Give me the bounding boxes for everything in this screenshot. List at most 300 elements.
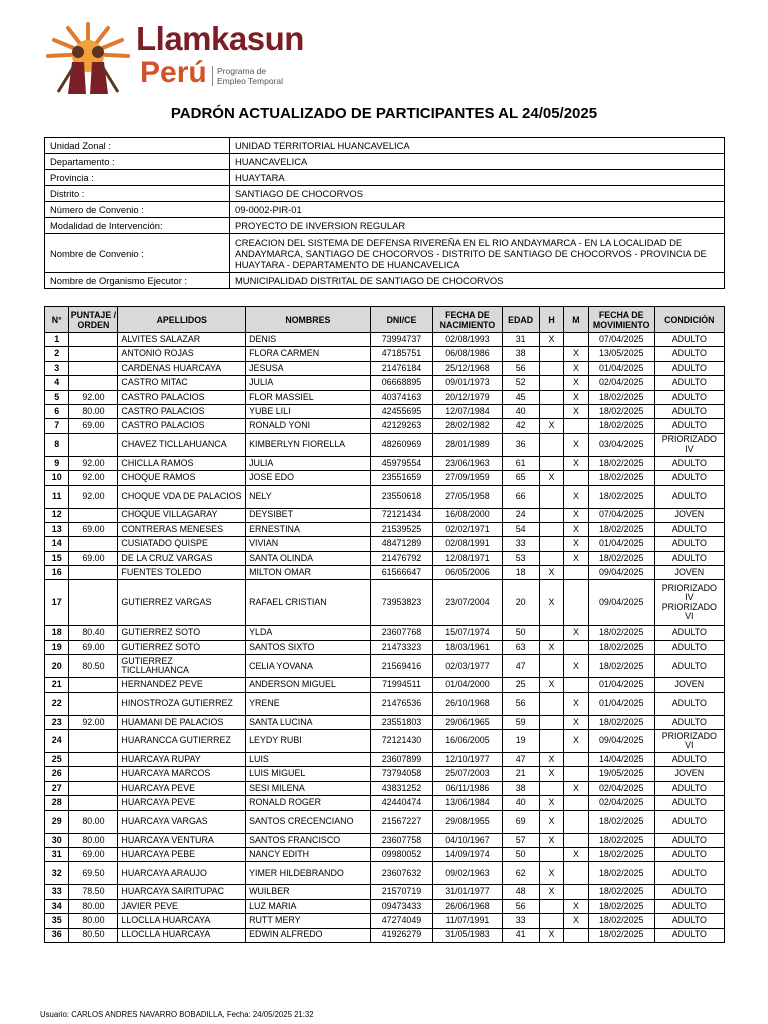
table-cell <box>539 551 563 565</box>
table-cell: 12 <box>45 508 69 522</box>
table-cell: 01/04/2025 <box>588 678 654 692</box>
table-row <box>45 522 725 536</box>
table-row <box>45 640 725 654</box>
table-cell: FLORA CARMEN <box>246 347 371 361</box>
table-cell: 80.00 <box>69 810 118 833</box>
table-cell <box>69 580 118 626</box>
table-cell <box>564 767 588 781</box>
table-cell: 63 <box>502 640 539 654</box>
table-cell: 29/08/1955 <box>433 810 502 833</box>
table-cell: 52 <box>502 376 539 390</box>
table-row <box>45 928 725 942</box>
table-cell: 34 <box>45 899 69 913</box>
table-cell: JAVIER PEVE <box>118 899 246 913</box>
table-cell: 47185751 <box>370 347 433 361</box>
table-cell <box>69 796 118 810</box>
table-cell: 65 <box>502 471 539 485</box>
info-value: HUANCAVELICA <box>230 154 725 170</box>
table-cell <box>539 390 563 404</box>
table-cell <box>564 928 588 942</box>
table-cell: ADULTO <box>654 361 724 375</box>
logo-subtitle: Programa de Empleo Temporal <box>212 66 297 86</box>
table-cell: X <box>539 796 563 810</box>
table-cell: ADULTO <box>654 626 724 640</box>
table-cell: 18/02/2025 <box>588 640 654 654</box>
table-cell: HUAMANI DE PALACIOS <box>118 715 246 729</box>
table-cell: JOVEN <box>654 508 724 522</box>
table-cell: 02/04/2025 <box>588 796 654 810</box>
table-cell: 80.00 <box>69 404 118 418</box>
table-row <box>45 914 725 928</box>
table-cell: X <box>539 885 563 899</box>
table-cell: X <box>564 522 588 536</box>
table-row <box>45 419 725 433</box>
table-cell: X <box>539 333 563 347</box>
info-row <box>45 154 725 170</box>
table-cell: X <box>539 862 563 885</box>
table-cell: 27 <box>45 781 69 795</box>
table-cell: 45 <box>502 390 539 404</box>
table-cell: WUILBER <box>246 885 371 899</box>
table-cell: 31/05/1983 <box>433 928 502 942</box>
table-cell: 66 <box>502 485 539 508</box>
info-label: Departamento : <box>45 154 230 170</box>
table-cell: 11 <box>45 485 69 508</box>
table-cell: 02/04/2025 <box>588 376 654 390</box>
table-cell <box>69 347 118 361</box>
table-cell <box>539 730 563 753</box>
table-cell <box>539 655 563 678</box>
table-cell: 42 <box>502 419 539 433</box>
table-cell: 19 <box>502 730 539 753</box>
table-cell: 57 <box>502 833 539 847</box>
table-cell: 17 <box>45 580 69 626</box>
column-header: NOMBRES <box>246 307 371 333</box>
column-header: M <box>564 307 588 333</box>
table-cell: 40 <box>502 404 539 418</box>
table-cell: X <box>564 914 588 928</box>
table-cell: 20 <box>502 580 539 626</box>
table-cell: ADULTO <box>654 715 724 729</box>
table-cell: GUTIERREZ TICLLAHUANCA <box>118 655 246 678</box>
table-cell <box>69 730 118 753</box>
table-cell: 69.00 <box>69 551 118 565</box>
table-cell: 73794058 <box>370 767 433 781</box>
table-cell: 26/10/1968 <box>433 692 502 715</box>
table-cell: 18/02/2025 <box>588 626 654 640</box>
table-cell: 21476792 <box>370 551 433 565</box>
table-cell: 69.00 <box>69 847 118 861</box>
table-cell: 13/05/2025 <box>588 347 654 361</box>
table-cell <box>539 508 563 522</box>
table-row <box>45 347 725 361</box>
table-cell: JULIA <box>246 456 371 470</box>
table-cell: HERNANDEZ PEVE <box>118 678 246 692</box>
table-row <box>45 767 725 781</box>
info-label: Número de Convenio : <box>45 202 230 218</box>
table-row <box>45 692 725 715</box>
table-row <box>45 404 725 418</box>
table-cell: 48 <box>502 885 539 899</box>
table-cell: X <box>564 781 588 795</box>
table-cell: 2 <box>45 347 69 361</box>
table-cell: 30 <box>45 833 69 847</box>
table-cell: 28/02/1982 <box>433 419 502 433</box>
table-cell <box>69 537 118 551</box>
table-cell: CELIA YOVANA <box>246 655 371 678</box>
table-cell: 23/06/1963 <box>433 456 502 470</box>
table-cell: 9 <box>45 456 69 470</box>
table-cell: X <box>564 899 588 913</box>
table-cell <box>564 753 588 767</box>
table-cell <box>539 847 563 861</box>
table-cell: HUARCAYA VENTURA <box>118 833 246 847</box>
table-cell: LEYDY RUBI <box>246 730 371 753</box>
table-cell: 36 <box>45 928 69 942</box>
table-cell: 06/08/1986 <box>433 347 502 361</box>
table-cell: 78.50 <box>69 885 118 899</box>
table-cell: ADULTO <box>654 692 724 715</box>
table-cell: HUARCAYA SAIRITUPAC <box>118 885 246 899</box>
table-cell: 29 <box>45 810 69 833</box>
table-cell: 3 <box>45 361 69 375</box>
table-cell: 7 <box>45 419 69 433</box>
table-cell: 09/04/2025 <box>588 730 654 753</box>
table-cell: 06/05/2006 <box>433 566 502 580</box>
table-cell: 01/04/2000 <box>433 678 502 692</box>
table-cell: ANTONIO ROJAS <box>118 347 246 361</box>
table-row <box>45 730 725 753</box>
table-cell: X <box>539 810 563 833</box>
sun-workers-icon <box>40 18 136 96</box>
table-cell: JOVEN <box>654 566 724 580</box>
table-cell: CHICLLA RAMOS <box>118 456 246 470</box>
table-cell: PRIORIZADO IV <box>654 433 724 456</box>
table-row <box>45 390 725 404</box>
table-cell: 27/09/1959 <box>433 471 502 485</box>
table-cell: 01/04/2025 <box>588 361 654 375</box>
table-cell: 92.00 <box>69 390 118 404</box>
table-cell: 80.40 <box>69 626 118 640</box>
info-value: PROYECTO DE INVERSION REGULAR <box>230 218 725 234</box>
table-cell <box>564 580 588 626</box>
participants-table <box>44 306 725 943</box>
table-cell <box>69 566 118 580</box>
table-cell: X <box>539 928 563 942</box>
table-cell: ADULTO <box>654 419 724 433</box>
table-cell: 18/02/2025 <box>588 551 654 565</box>
table-cell <box>539 347 563 361</box>
table-cell: HINOSTROZA GUTIERREZ <box>118 692 246 715</box>
table-cell: 33 <box>45 885 69 899</box>
table-cell: 16/08/2000 <box>433 508 502 522</box>
table-cell: 25/07/2003 <box>433 767 502 781</box>
table-cell: X <box>539 419 563 433</box>
table-cell: JOSE EDO <box>246 471 371 485</box>
column-header: EDAD <box>502 307 539 333</box>
table-cell: X <box>564 655 588 678</box>
table-cell: KIMBERLYN FIORELLA <box>246 433 371 456</box>
table-cell: SANTOS FRANCISCO <box>246 833 371 847</box>
table-cell: 59 <box>502 715 539 729</box>
table-cell: CHOQUE VILLAGARAY <box>118 508 246 522</box>
table-cell: 38 <box>502 347 539 361</box>
table-cell: 73953823 <box>370 580 433 626</box>
table-row <box>45 433 725 456</box>
table-cell: 25/12/1968 <box>433 361 502 375</box>
table-cell: 73994737 <box>370 333 433 347</box>
table-cell: X <box>564 715 588 729</box>
column-header: FECHA DE NACIMIENTO <box>433 307 502 333</box>
table-cell: JOVEN <box>654 678 724 692</box>
info-row <box>45 170 725 186</box>
table-cell: ADULTO <box>654 753 724 767</box>
table-cell <box>564 678 588 692</box>
table-cell: YIMER HILDEBRANDO <box>246 862 371 885</box>
table-cell: YUBE LILI <box>246 404 371 418</box>
table-cell: ADULTO <box>654 810 724 833</box>
table-cell: X <box>539 833 563 847</box>
table-cell: X <box>564 361 588 375</box>
table-cell <box>564 810 588 833</box>
table-cell: 62 <box>502 862 539 885</box>
table-cell: 33 <box>502 537 539 551</box>
column-header: PUNTAJE / ORDEN <box>69 307 118 333</box>
table-cell: RONALD YONI <box>246 419 371 433</box>
table-cell: ANDERSON MIGUEL <box>246 678 371 692</box>
table-cell: 69.50 <box>69 862 118 885</box>
table-cell: DEYSIBET <box>246 508 371 522</box>
table-cell: SESI MILENA <box>246 781 371 795</box>
table-cell <box>564 566 588 580</box>
table-cell: X <box>564 730 588 753</box>
table-cell: 23550618 <box>370 485 433 508</box>
table-cell: EDWIN ALFREDO <box>246 928 371 942</box>
table-cell <box>539 522 563 536</box>
table-cell: LLOCLLA HUARCAYA <box>118 928 246 942</box>
table-cell: ADULTO <box>654 833 724 847</box>
table-cell: 25 <box>45 753 69 767</box>
table-cell <box>539 376 563 390</box>
table-cell <box>539 404 563 418</box>
table-cell: X <box>564 433 588 456</box>
column-header: APELLIDOS <box>118 307 246 333</box>
table-cell: 6 <box>45 404 69 418</box>
table-cell: ADULTO <box>654 847 724 861</box>
table-cell: RUTT MERY <box>246 914 371 928</box>
table-cell: 18/03/1961 <box>433 640 502 654</box>
table-cell: HUARCAYA VARGAS <box>118 810 246 833</box>
table-cell: 25 <box>502 678 539 692</box>
table-cell: HUARCAYA PEVE <box>118 796 246 810</box>
table-cell: ADULTO <box>654 862 724 885</box>
info-row <box>45 273 725 289</box>
table-cell: 13/06/1984 <box>433 796 502 810</box>
column-header: H <box>539 307 563 333</box>
info-value: 09-0002-PIR-01 <box>230 202 725 218</box>
table-cell: 23/07/2004 <box>433 580 502 626</box>
table-cell: 69.00 <box>69 419 118 433</box>
table-cell: 21 <box>502 767 539 781</box>
column-header: DNI/CE <box>370 307 433 333</box>
table-cell: ADULTO <box>654 522 724 536</box>
table-cell: X <box>539 566 563 580</box>
info-value: CREACION DEL SISTEMA DE DEFENSA RIVEREÑA EN EL RIO ANDAYMARCA - EN LA LOCALIDAD DE ANDAYMARCA, SANTIAGO DE CHOCORVOS - DISTRITO DE SANTIAGO DE CHOCORVOS - PROVINCIA DE HUAYTARA - DEPARTAMENTO DE HUANCAVELICA <box>230 234 725 273</box>
table-cell: 61566647 <box>370 566 433 580</box>
table-cell: FUENTES TOLEDO <box>118 566 246 580</box>
table-cell <box>69 781 118 795</box>
table-cell: X <box>564 390 588 404</box>
table-cell: 27/05/1958 <box>433 485 502 508</box>
table-cell <box>539 715 563 729</box>
table-cell: 18/02/2025 <box>588 419 654 433</box>
table-cell: 06668895 <box>370 376 433 390</box>
table-row <box>45 471 725 485</box>
table-cell: LUZ MARIA <box>246 899 371 913</box>
table-cell <box>539 433 563 456</box>
table-row <box>45 551 725 565</box>
table-cell: 02/04/2025 <box>588 781 654 795</box>
table-cell: DENIS <box>246 333 371 347</box>
table-cell: 42455695 <box>370 404 433 418</box>
table-cell: MILTON OMAR <box>246 566 371 580</box>
table-cell: 23607768 <box>370 626 433 640</box>
table-cell: 80.00 <box>69 833 118 847</box>
table-row <box>45 810 725 833</box>
table-cell: 20/12/1979 <box>433 390 502 404</box>
table-cell <box>564 862 588 885</box>
table-cell: 28/01/1989 <box>433 433 502 456</box>
table-cell: ADULTO <box>654 655 724 678</box>
table-cell <box>539 537 563 551</box>
table-cell: 80.00 <box>69 899 118 913</box>
table-row <box>45 655 725 678</box>
table-cell: 13 <box>45 522 69 536</box>
table-cell: 18/02/2025 <box>588 847 654 861</box>
table-cell: 16/06/2005 <box>433 730 502 753</box>
table-cell: 23551803 <box>370 715 433 729</box>
table-cell: PRIORIZADO VI <box>654 730 724 753</box>
table-cell: 41926279 <box>370 928 433 942</box>
table-cell: 4 <box>45 376 69 390</box>
table-cell: SANTOS CRECENCIANO <box>246 810 371 833</box>
table-cell: 18/02/2025 <box>588 404 654 418</box>
table-cell: 43831252 <box>370 781 433 795</box>
table-cell: 92.00 <box>69 471 118 485</box>
table-cell: 92.00 <box>69 456 118 470</box>
table-cell: HUARCAYA MARCOS <box>118 767 246 781</box>
table-row <box>45 899 725 913</box>
table-cell: 14/09/1974 <box>433 847 502 861</box>
table-cell: ADULTO <box>654 456 724 470</box>
table-cell: 15 <box>45 551 69 565</box>
table-cell: 45979554 <box>370 456 433 470</box>
table-cell: X <box>539 678 563 692</box>
table-cell: 5 <box>45 390 69 404</box>
footer-user-info: Usuario: CARLOS ANDRES NAVARRO BOBADILLA, Fecha: 24/05/2025 21:32 <box>40 1010 314 1019</box>
table-cell: LLOCLLA HUARCAYA <box>118 914 246 928</box>
table-cell <box>539 485 563 508</box>
table-cell: 07/04/2025 <box>588 508 654 522</box>
table-cell: 48471289 <box>370 537 433 551</box>
info-value: MUNICIPALIDAD DISTRITAL DE SANTIAGO DE CHOCORVOS <box>230 273 725 289</box>
table-cell: 10 <box>45 471 69 485</box>
table-cell: X <box>564 404 588 418</box>
table-cell: ADULTO <box>654 485 724 508</box>
table-row <box>45 847 725 861</box>
table-cell: 18/02/2025 <box>588 390 654 404</box>
table-cell <box>539 781 563 795</box>
table-cell <box>539 914 563 928</box>
table-cell: VIVIAN <box>246 537 371 551</box>
info-value: HUAYTARA <box>230 170 725 186</box>
table-cell <box>69 333 118 347</box>
table-cell <box>69 678 118 692</box>
table-row <box>45 376 725 390</box>
table-cell: 18 <box>45 626 69 640</box>
table-cell: CASTRO MITAC <box>118 376 246 390</box>
table-cell: 09/02/1963 <box>433 862 502 885</box>
info-value: UNIDAD TERRITORIAL HUANCAVELICA <box>230 138 725 154</box>
table-cell: FLOR MASSIEL <box>246 390 371 404</box>
info-table <box>44 137 725 289</box>
table-cell: SANTA LUCINA <box>246 715 371 729</box>
table-cell <box>69 508 118 522</box>
table-row <box>45 566 725 580</box>
table-cell: RAFAEL CRISTIAN <box>246 580 371 626</box>
table-cell: 21473323 <box>370 640 433 654</box>
table-cell: 02/08/1991 <box>433 537 502 551</box>
table-cell: 69 <box>502 810 539 833</box>
table-row <box>45 537 725 551</box>
table-cell: ADULTO <box>654 928 724 942</box>
table-cell <box>564 885 588 899</box>
table-cell: 06/11/1986 <box>433 781 502 795</box>
table-cell: 80.50 <box>69 928 118 942</box>
table-cell <box>69 361 118 375</box>
table-cell: YLDA <box>246 626 371 640</box>
table-cell: 36 <box>502 433 539 456</box>
table-cell: ADULTO <box>654 885 724 899</box>
table-cell: 24 <box>45 730 69 753</box>
table-cell: 92.00 <box>69 485 118 508</box>
table-cell <box>69 753 118 767</box>
info-label: Nombre de Convenio : <box>45 234 230 273</box>
table-cell: 14/04/2025 <box>588 753 654 767</box>
table-cell: 18/02/2025 <box>588 471 654 485</box>
table-cell: 04/10/1967 <box>433 833 502 847</box>
table-row <box>45 885 725 899</box>
table-cell: ADULTO <box>654 796 724 810</box>
table-cell: CARDENAS HUARCAYA <box>118 361 246 375</box>
table-cell: 14 <box>45 537 69 551</box>
table-cell: 71994511 <box>370 678 433 692</box>
table-cell: 02/08/1993 <box>433 333 502 347</box>
table-cell: 21476536 <box>370 692 433 715</box>
table-cell: CHOQUE VDA DE PALACIOS <box>118 485 246 508</box>
table-cell: 18/02/2025 <box>588 885 654 899</box>
table-cell: 22 <box>45 692 69 715</box>
table-cell: 31 <box>502 333 539 347</box>
table-cell: 18/02/2025 <box>588 485 654 508</box>
table-cell: ADULTO <box>654 376 724 390</box>
table-cell: 09473433 <box>370 899 433 913</box>
table-cell: 26 <box>45 767 69 781</box>
table-cell: 12/10/1977 <box>433 753 502 767</box>
table-cell <box>539 456 563 470</box>
info-row <box>45 234 725 273</box>
table-cell: 02/03/1977 <box>433 655 502 678</box>
